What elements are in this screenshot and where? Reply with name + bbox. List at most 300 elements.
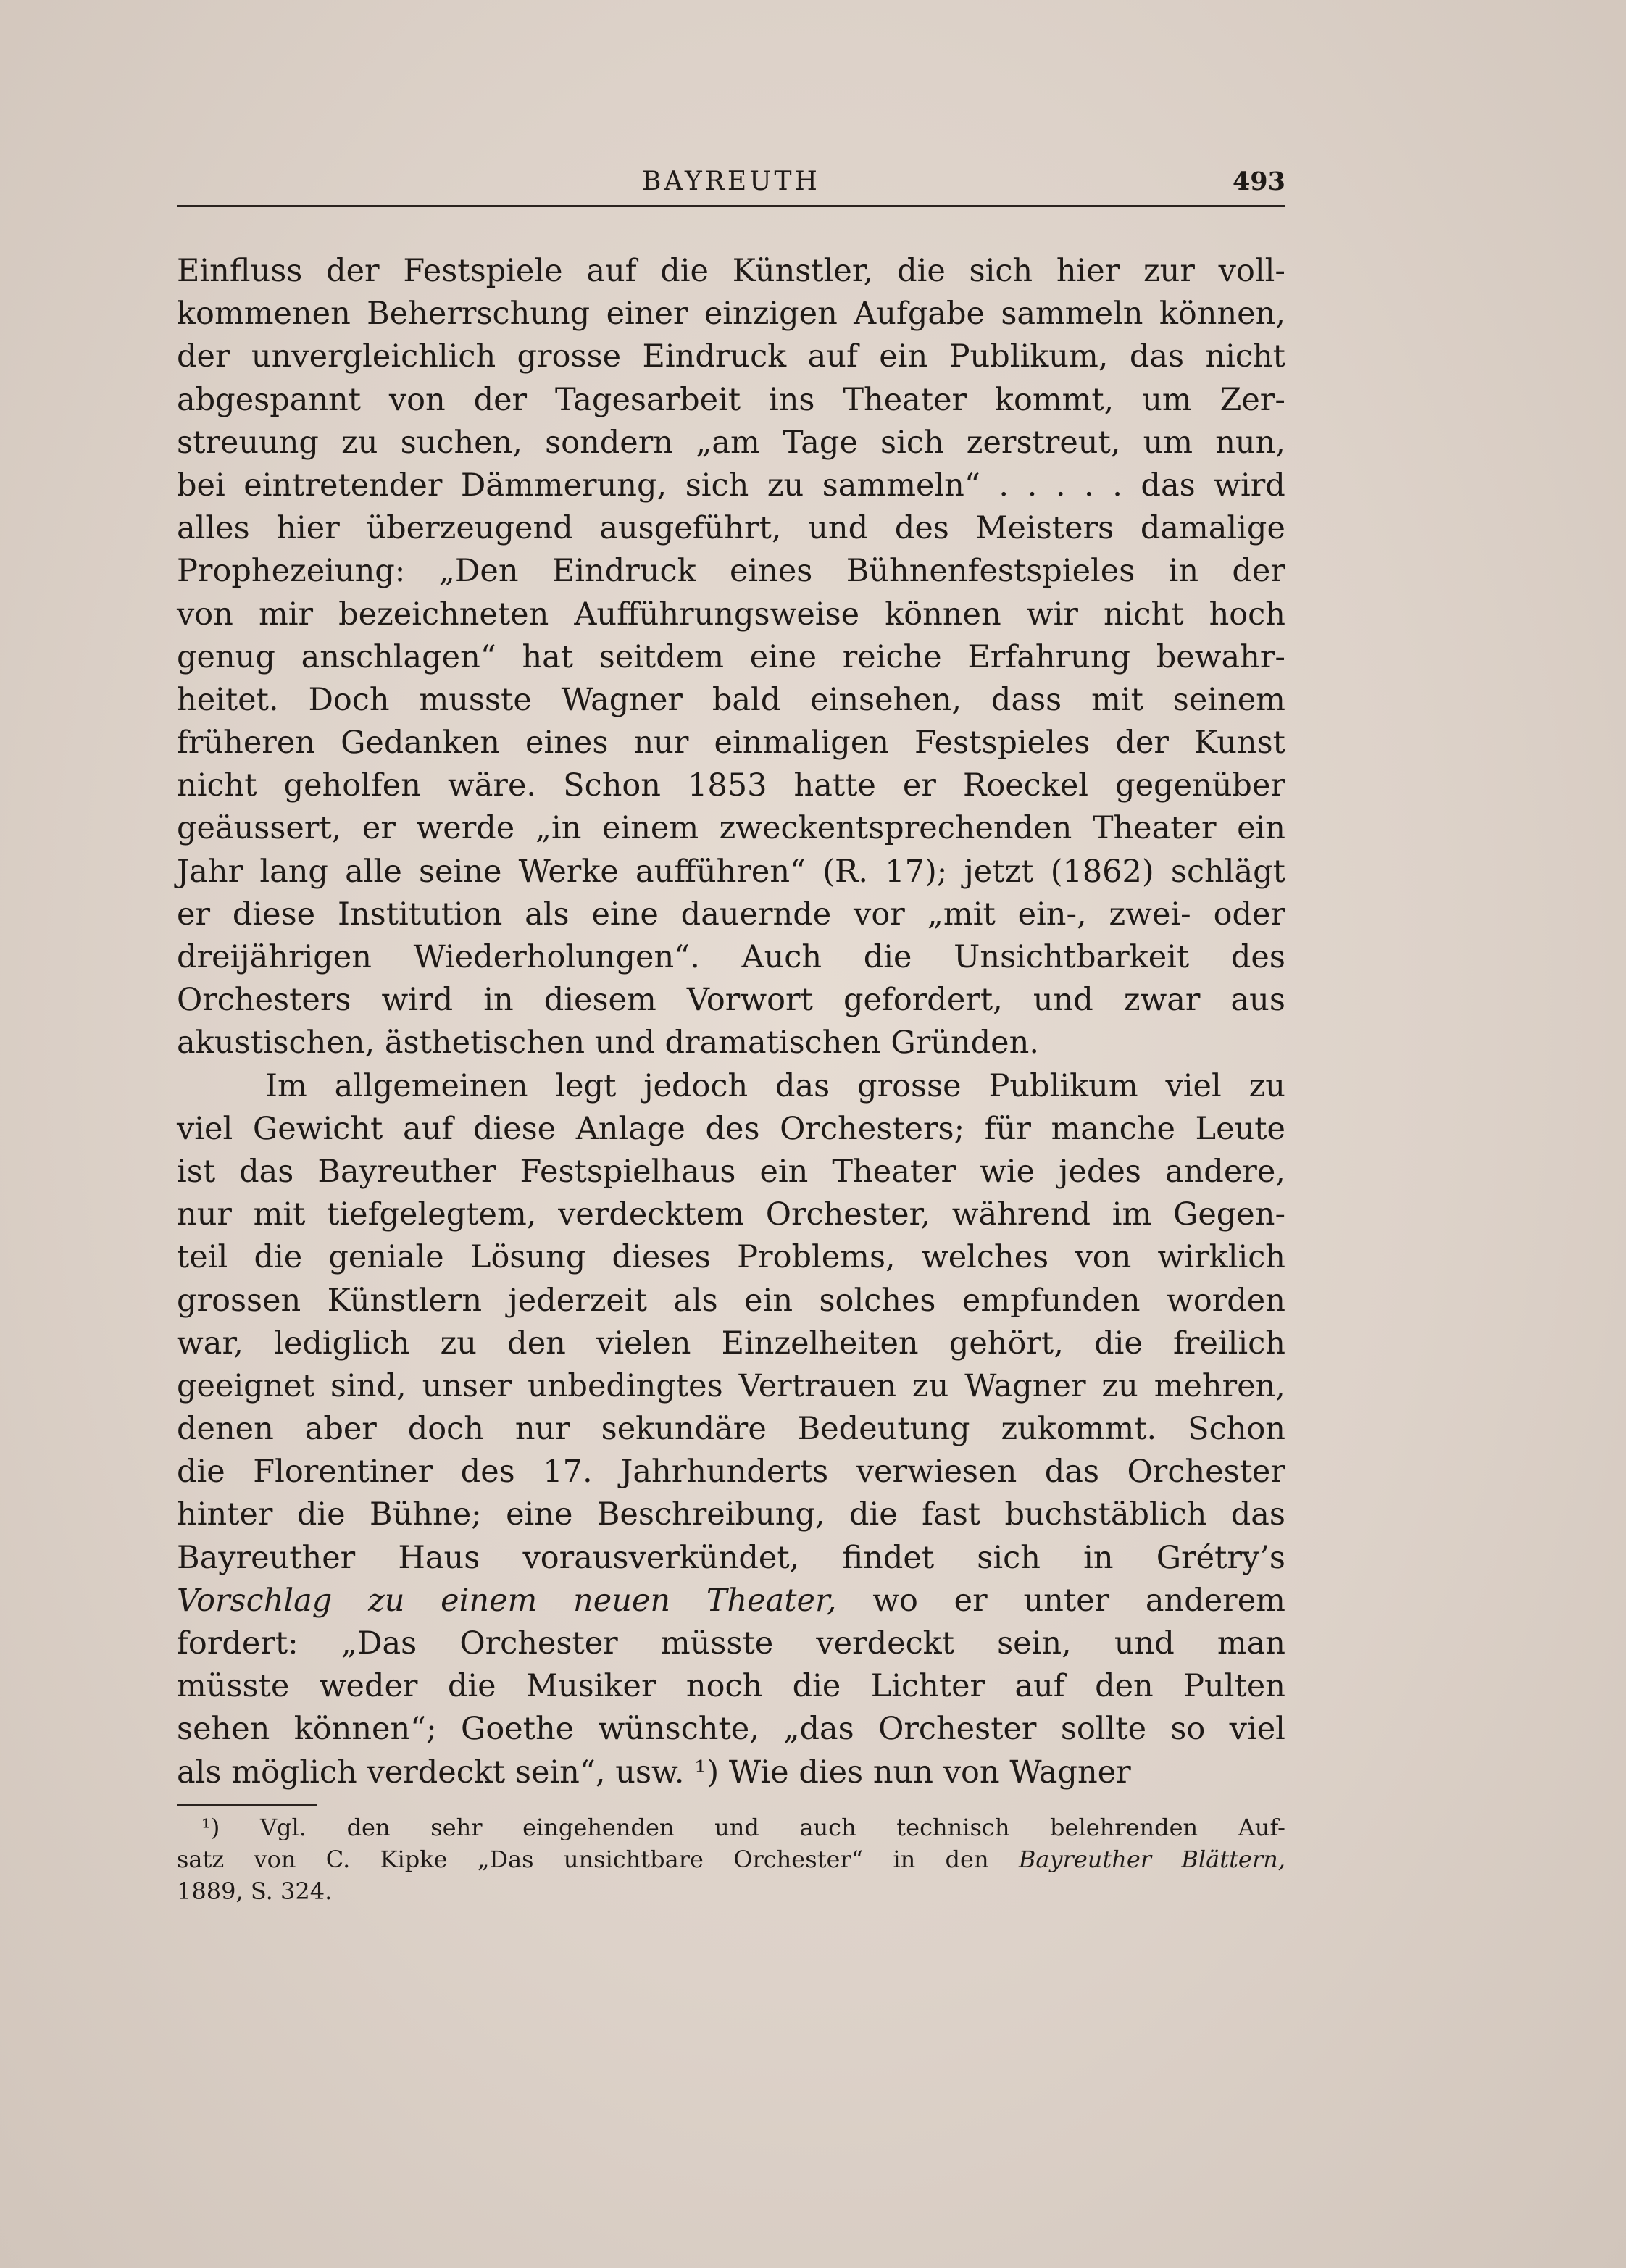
word: ein [759,1153,809,1190]
word: einmaligen [714,725,889,762]
word: unbedingtes [528,1367,723,1404]
word: er [362,810,396,847]
word: findet [842,1539,935,1576]
body-line [177,1193,1285,1236]
word: eintretender [243,467,443,504]
header-rule [177,205,1285,207]
word: des [705,1110,760,1147]
word: und [594,1025,655,1062]
word: sehen [177,1711,270,1748]
word: lang [259,853,328,890]
word: aufführen“ [635,853,806,890]
word: Beschreibung, [596,1496,825,1533]
word: dreijährigen [177,939,372,975]
word: . [1084,467,1094,504]
word: zu [440,1325,477,1362]
word: die [1094,1325,1143,1362]
word: Florentiner [253,1454,433,1491]
word: dauernde [680,896,832,933]
word: können“; [293,1711,437,1748]
word: bewahr- [1156,638,1285,675]
body-line [177,1493,1285,1536]
body-line [177,893,1285,936]
word: Theater [843,381,967,418]
word: vorausverkündet, [522,1539,800,1576]
word: eines [729,553,813,590]
word: . [1027,467,1038,504]
word: voll- [1218,253,1285,289]
word: welches [921,1239,1049,1276]
word: mit [1091,681,1143,718]
word: hinter [177,1496,273,1533]
page-header [177,162,1285,207]
word: zwar [1123,982,1201,1019]
word: Meisters [975,510,1114,547]
body-line [177,422,1285,464]
word: Künstlern [327,1282,483,1319]
word: weder [319,1668,418,1705]
word: ästhetischen [384,1025,585,1062]
word: nicht [1103,596,1184,633]
word: noch [685,1668,763,1705]
word: mit [253,1196,306,1233]
word: alles [177,510,250,547]
word: Anlage [575,1110,685,1147]
word: und [1114,1625,1175,1662]
word: wir [1026,596,1078,633]
word: Tage [782,424,858,461]
word: Doch [308,681,390,718]
word: Orchester“ [733,1846,864,1873]
word: sich [969,253,1033,289]
word: Beherrschung [367,296,591,333]
footnote-line [177,1843,1285,1875]
body-line [177,1065,1285,1108]
word: den [1095,1668,1154,1705]
word: müsste [660,1625,774,1662]
word: sondern [545,424,673,461]
word: Leute [1195,1110,1285,1147]
word: das [1129,338,1185,375]
word: wäre. [447,767,537,804]
word: er [954,1582,988,1619]
word: Wagner [1009,1754,1131,1790]
word: Orchester [459,1625,618,1662]
body-line [177,722,1285,764]
word: sich [685,467,749,504]
footnotes [177,1812,1285,1907]
word: Werke [518,853,619,890]
body-line [177,1322,1285,1365]
word: Aufführungsweise [574,596,860,633]
word: worden [1167,1282,1285,1319]
word: war, [177,1325,243,1362]
word: Publikum, [948,338,1109,375]
word: aus [1230,982,1285,1019]
word: und [808,510,869,547]
footnote-line [177,1812,1285,1843]
body-line [177,1451,1285,1493]
word: Auf- [1238,1814,1285,1841]
word: „am [696,424,760,461]
word: Wiederholungen“. [413,939,700,975]
word: Im [265,1067,307,1104]
word: das [1141,467,1196,504]
word: nun, [1215,424,1285,461]
word: grosse [857,1067,962,1104]
word: (1862) [1050,853,1154,890]
word: Haus [398,1539,480,1576]
word: Zer- [1220,381,1285,418]
word: aber [304,1411,377,1448]
word: doch [407,1411,484,1448]
word: und [1033,982,1093,1019]
word: die [863,939,912,975]
word: die [792,1668,841,1705]
word: C. [325,1846,351,1873]
word: Theater, [706,1582,837,1619]
word: können, [1159,296,1285,333]
body-line [177,679,1285,722]
word: „mit [927,896,996,933]
word: nur [177,1196,232,1233]
word: als [525,896,570,933]
word: und [714,1814,759,1841]
body-line [177,1580,1285,1622]
word: des [1230,939,1285,975]
word: sind, [330,1367,406,1404]
body-line [177,1236,1285,1279]
word: teil [177,1239,228,1276]
word: Blättern, [1181,1846,1285,1873]
word: sammeln [1001,296,1143,333]
word: Gegen- [1172,1196,1285,1233]
word: freilich [1172,1325,1285,1362]
word: den [945,1846,989,1873]
word: in [483,982,514,1019]
word: Vorwort [686,982,813,1019]
word: seinem [1172,681,1285,718]
word: unter [1023,1582,1110,1619]
word: Orchester [1127,1454,1285,1491]
word: kommenen [177,296,351,333]
word: Wagner [561,681,683,718]
word: wirklich [1157,1239,1285,1276]
word: die [447,1668,496,1705]
word: solches [819,1282,936,1319]
word: eine [749,638,817,675]
word: manche [1051,1110,1175,1147]
word: während [951,1196,1091,1233]
word: jederzeit [508,1282,647,1319]
word: geäussert, [177,810,342,847]
word: dieses [612,1239,711,1276]
word: sein, [997,1625,1072,1662]
word: Gründen. [891,1025,1039,1062]
word: Kipke [380,1846,448,1873]
word: Grétry’s [1156,1539,1285,1576]
body-line [177,464,1285,507]
word: ¹) [694,1754,720,1790]
word: zu [1248,1067,1285,1104]
word: um [1142,381,1192,418]
body-line [177,335,1285,378]
word: den [346,1814,391,1841]
word: sein“, [514,1754,606,1790]
word: 1853 [688,767,767,804]
word: Bayreuther [317,1153,496,1190]
word: anderem [1145,1582,1285,1619]
word: im [1112,1196,1152,1233]
word: die [660,253,709,289]
word: nicht [177,767,257,804]
word: heitet. [177,681,279,718]
word: in [893,1846,916,1873]
body-line [177,1108,1285,1151]
word: die [177,1454,225,1491]
word: von [1075,1239,1132,1276]
word: das [775,1067,830,1104]
word: von [254,1846,296,1873]
body-line [177,1751,1285,1794]
word: streuung [177,424,319,461]
word: der [1115,725,1169,762]
word: lediglich [274,1325,410,1362]
word: empfunden [962,1282,1141,1319]
word: verdeckt [816,1625,954,1662]
page-number: 493 [1232,167,1285,196]
word: kommt, [994,381,1114,418]
body-line [177,979,1285,1022]
word: Kunst [1194,725,1285,762]
word: hier [1056,253,1120,289]
word: unser [422,1367,512,1404]
word: ein-, [1017,896,1087,933]
word: seine [418,853,502,890]
word: diesem [543,982,656,1019]
word: das [1230,1496,1285,1533]
word: Gewicht [252,1110,383,1147]
body-line [177,593,1285,636]
body-line [177,1022,1285,1064]
word: gefordert, [843,982,1003,1019]
word: der [326,253,380,289]
word: einzigen [704,296,838,333]
word: seitdem [599,638,725,675]
word: akustischen, [177,1025,375,1062]
word: als [673,1282,718,1319]
word: andere, [1164,1153,1285,1190]
word: des [460,1454,515,1491]
word: Bayreuther [1018,1846,1152,1873]
word: der [177,338,230,375]
word: „Das [341,1625,417,1662]
footnote-line [177,1875,1285,1907]
word: sehr [430,1814,483,1841]
word: hier [276,510,340,547]
word: der [473,381,528,418]
word: ins [768,381,815,418]
word: Dämmerung, [460,467,667,504]
word: „in [535,810,582,847]
word: denen [177,1411,274,1448]
word: Bedeutung [797,1411,970,1448]
word: verwiesen [856,1454,1017,1491]
word: grossen [177,1282,301,1319]
word: Festspiele [403,253,563,289]
body-line [177,807,1285,850]
word: unvergleichlich [251,338,496,375]
word: zu [767,467,804,504]
word: einsehen, [810,681,962,718]
body-line [177,1537,1285,1580]
word: Musiker [525,1668,656,1705]
word: von [388,381,446,418]
word: in [1083,1539,1114,1576]
word: wird [1214,467,1285,504]
word: nicht [1205,338,1285,375]
word: suchen, [400,424,522,461]
word: . [998,467,1009,504]
word: Wie [728,1754,789,1790]
word: Orchesters [177,982,351,1019]
word: musste [419,681,532,718]
word: er [902,767,936,804]
word: einem [441,1582,538,1619]
word: Orchesters; [780,1110,965,1147]
word: S. [250,1877,273,1905]
word: zu [1101,1367,1138,1404]
body-line [177,1708,1285,1751]
word: bei [177,467,225,504]
word: Eindruck [551,553,696,590]
word: eine [591,896,659,933]
word: Auch [741,939,822,975]
word: hoch [1209,596,1285,633]
word: jedes [1059,1153,1141,1190]
word: wünschte, [598,1711,759,1748]
body-line [177,1408,1285,1451]
word: nun [872,1754,933,1790]
word: geholfen [283,767,421,804]
word: „Das [477,1846,534,1873]
word: grosse [517,338,622,375]
word: 1889, [177,1877,243,1905]
word: 17); [885,853,948,890]
body-line [177,636,1285,679]
word: bald [712,681,781,718]
word: können [885,596,1001,633]
word: technisch [896,1814,1010,1841]
word: anschlagen“ [301,638,496,675]
body-line [177,1151,1285,1193]
word: nur [633,725,689,762]
word: diese [232,896,316,933]
running-title: BAYREUTH [642,167,820,196]
word: geniale [328,1239,444,1276]
body-line [177,1280,1285,1322]
word: die [897,253,946,289]
word: von [943,1754,1000,1790]
word: so [1170,1711,1206,1748]
word: von [177,596,233,633]
word: allgemeinen [334,1067,528,1104]
word: eines [525,725,609,762]
word: Goethe [461,1711,575,1748]
word: den [507,1325,566,1362]
word: in [1168,553,1199,590]
word: Publikum [988,1067,1138,1104]
word: viel [1229,1711,1285,1748]
word: auf [807,338,858,375]
word: Bayreuther [177,1539,356,1576]
word: Eindruck [642,338,787,375]
word: zweckentsprechenden [719,810,1072,847]
word: Schon [563,767,661,804]
word: mir [258,596,314,633]
word: eingehenden [522,1814,675,1841]
word: . [1055,467,1066,504]
word: sekundäre [601,1411,767,1448]
word: ein [744,1282,793,1319]
word: sich [880,424,944,461]
word: bezeichneten [338,596,549,633]
word: oder [1213,896,1285,933]
word: Orchester [878,1711,1037,1748]
word: sich [977,1539,1041,1576]
word: usw. [615,1754,685,1790]
word: dies [799,1754,864,1790]
word: Bühne; [370,1496,482,1533]
word: die [254,1239,303,1276]
word: Aufgabe [854,296,985,333]
body-line [177,936,1285,979]
word: Institution [337,896,503,933]
word: Theater [1092,810,1217,847]
word: gegenüber [1115,767,1285,804]
word: fordert: [177,1625,299,1662]
word: das [239,1153,294,1190]
word: ist [177,1153,216,1190]
word: wird [381,982,454,1019]
word: des [894,510,949,547]
word: 17. [543,1454,593,1491]
body-line [177,1622,1285,1665]
word: geeignet [177,1367,315,1404]
word: überzeugend [366,510,573,547]
word: zwei- [1109,896,1191,933]
word: müsste [177,1668,290,1705]
word: zu [341,424,378,461]
word: Theater [832,1153,956,1190]
word: nur [514,1411,570,1448]
word: damalige [1140,510,1285,547]
word: um [1143,424,1193,461]
word: Schon [1188,1411,1285,1448]
footnote-rule [177,1804,317,1806]
word: 324. [280,1877,333,1905]
word: Tagesarbeit [554,381,741,418]
word: reiche [842,638,942,675]
word: unsichtbare [563,1846,704,1873]
word: alle [345,853,402,890]
body-line [177,764,1285,807]
word: möglich [231,1754,357,1790]
word: werde [416,810,515,847]
word: Erfahrung [967,638,1131,675]
word: tiefgelegtem, [327,1196,537,1233]
word: verdeckt [367,1754,506,1790]
